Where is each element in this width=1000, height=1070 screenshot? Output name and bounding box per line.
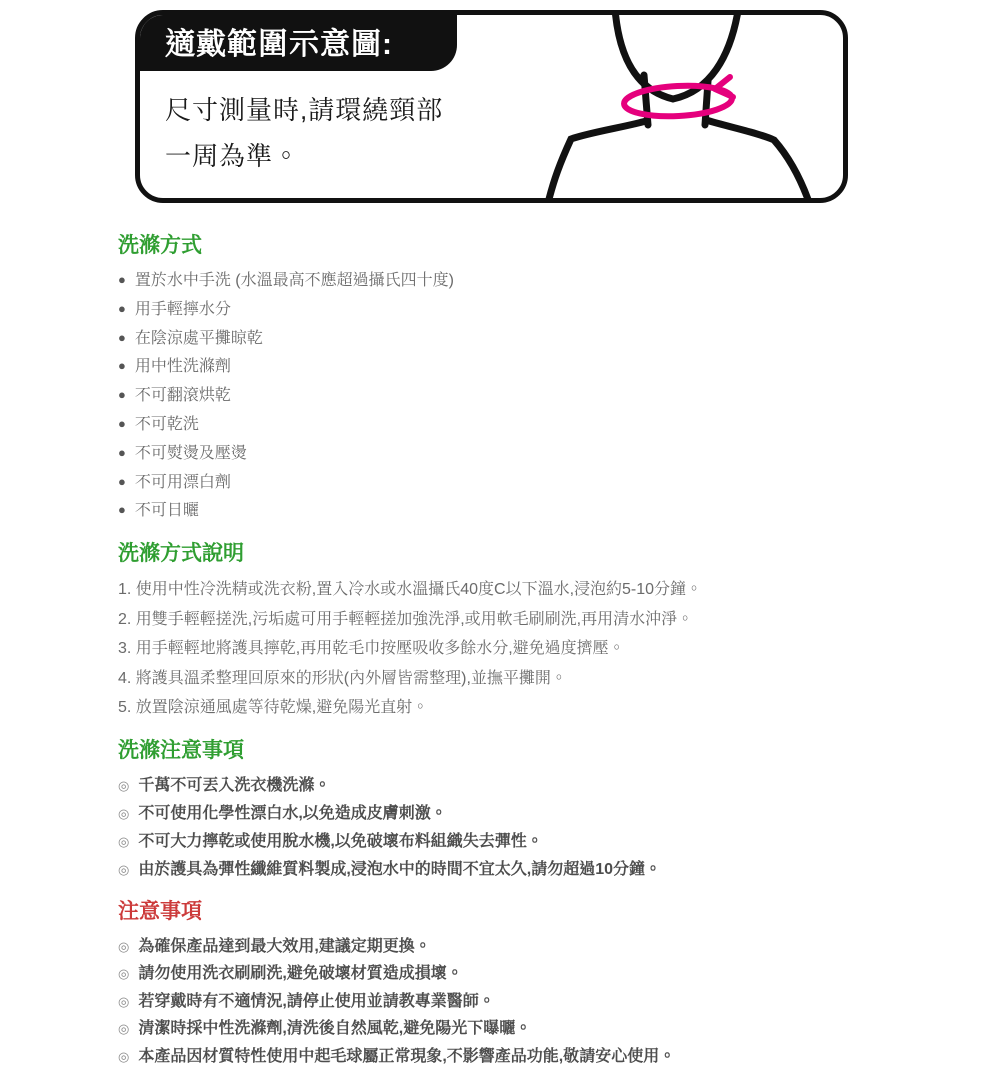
- list-item: [118, 353, 908, 382]
- neck-measure-illustration: [533, 15, 843, 198]
- dot-bullet-icon: ●: [118, 444, 126, 460]
- ring-bullet-icon: ◎: [118, 777, 130, 793]
- list-item-text: 請勿使用洗衣刷刷洗,避免破壞材質造成損壞。: [138, 965, 463, 983]
- caption-line-2: 一周為準。: [165, 141, 301, 171]
- list-item: [118, 960, 908, 988]
- list-item-text: 在陰涼處平攤晾乾: [134, 329, 263, 347]
- wash-steps-list: [118, 575, 908, 723]
- dot-bullet-icon: ●: [118, 272, 126, 287]
- shoulder-left-line: [548, 121, 646, 198]
- list-item-text: 4. 將護具溫柔整理回原來的形狀(內外層皆需整理),並撫平攤開。: [118, 669, 567, 687]
- dot-bullet-icon: ●: [118, 358, 126, 374]
- list-item: [118, 575, 908, 605]
- section-wash-steps: [118, 539, 908, 723]
- list-item-text: 本產品因材質特性使用中起毛球屬正常現象,不影響產品功能,敬請安心使用。: [138, 1047, 676, 1065]
- list-item: [118, 933, 908, 961]
- list-item-text: 為確保產品達到最大效用,建議定期更換。: [138, 937, 431, 955]
- wash-method-list: [118, 267, 908, 526]
- ring-bullet-icon: ◎: [118, 805, 130, 821]
- wash-warnings-list: [118, 772, 908, 884]
- ring-bullet-icon: ◎: [118, 1048, 130, 1064]
- general-warnings-list: [118, 933, 908, 1070]
- list-item: [118, 382, 908, 411]
- list-item: [118, 325, 908, 354]
- list-item-text: 不可用漂白劑: [134, 473, 231, 491]
- section-general-warnings: [118, 897, 908, 1070]
- list-item: [118, 296, 908, 325]
- dot-bullet-icon: ●: [118, 387, 126, 403]
- list-item-text: 2. 用雙手輕輕搓洗,污垢處可用手輕輕搓加強洗淨,或用軟毛刷刷洗,再用清水沖淨。: [118, 610, 694, 628]
- ring-bullet-icon: ◎: [118, 938, 130, 954]
- ring-bullet-icon: ◎: [118, 833, 130, 849]
- list-item: [118, 856, 908, 884]
- list-item: [118, 800, 908, 828]
- list-item-text: 3. 用手輕輕地將護具擰乾,再用乾毛巾按壓吸收多餘水分,避免過度擠壓。: [118, 640, 625, 658]
- list-item-text: 1. 使用中性冷洗精或洗衣粉,置入冷水或水溫攝氏40度C以下溫水,浸泡約5-10分鐘。: [118, 581, 703, 599]
- size-guide-title: 適戴範圍示意圖:: [135, 10, 457, 71]
- list-item: [118, 634, 908, 664]
- section-title: 洗滌方式: [118, 234, 202, 257]
- list-item-text: 5. 放置陰涼通風處等待乾燥,避免陽光直射。: [118, 699, 429, 717]
- caption-line-1: 尺寸測量時,請環繞頸部: [165, 95, 444, 125]
- list-item-text: 千萬不可丟入洗衣機洗滌。: [138, 776, 331, 794]
- section-wash-warnings: [118, 736, 908, 884]
- shoulder-right-line: [706, 120, 810, 198]
- list-item: [118, 440, 908, 469]
- dot-bullet-icon: ●: [118, 502, 126, 518]
- size-guide-box: [135, 10, 848, 203]
- list-item: [118, 411, 908, 440]
- section-title: 注意事項: [118, 899, 202, 923]
- measure-arrow-icon: [715, 77, 733, 97]
- list-item-text: 不可日曬: [134, 502, 199, 520]
- list-item-text: 不可熨燙及壓燙: [134, 444, 247, 462]
- section-title: 洗滌方式說明: [118, 542, 244, 566]
- size-guide-caption: [165, 87, 443, 179]
- list-item: [118, 605, 908, 635]
- ring-bullet-icon: ◎: [118, 966, 130, 982]
- list-item: [118, 693, 908, 723]
- dot-bullet-icon: ●: [118, 473, 126, 489]
- list-item-text: 用中性洗滌劑: [134, 358, 231, 376]
- list-item-text: 清潔時採中性洗滌劑,清洗後自然風乾,避免陽光下曝曬。: [138, 1020, 532, 1038]
- list-item: [118, 828, 908, 856]
- list-item-text: 不可使用化學性漂白水,以免造成皮膚刺激。: [138, 804, 447, 822]
- list-item: [118, 469, 908, 498]
- list-item: [118, 1015, 908, 1043]
- ring-bullet-icon: ◎: [118, 861, 130, 877]
- section-wash-method: [118, 231, 908, 526]
- dot-bullet-icon: ●: [118, 329, 126, 345]
- list-item-text: 由於護具為彈性纖維質料製成,浸泡水中的時間不宜太久,請勿超過10分鐘。: [138, 860, 662, 878]
- dot-bullet-icon: ●: [118, 300, 126, 316]
- list-item-text: 置於水中手洗 (水溫最高不應超過攝氏四十度): [134, 272, 454, 289]
- dot-bullet-icon: ●: [118, 415, 126, 431]
- list-item: [118, 772, 908, 800]
- list-item: [118, 497, 908, 526]
- list-item-text: 若穿戴時有不適情況,請停止使用並請教專業醫師。: [138, 992, 495, 1010]
- care-instructions: [118, 218, 908, 1070]
- ring-bullet-icon: ◎: [118, 1021, 130, 1037]
- list-item: [118, 988, 908, 1016]
- list-item-text: 不可大力擰乾或使用脫水機,以免破壞布料組織失去彈性。: [138, 832, 543, 850]
- list-item: [118, 267, 908, 296]
- list-item-text: 不可翻滾烘乾: [134, 387, 231, 405]
- list-item-text: 用手輕擰水分: [134, 300, 231, 318]
- section-title: 洗滌注意事項: [118, 738, 244, 762]
- list-item: [118, 664, 908, 694]
- list-item: [118, 1043, 908, 1070]
- list-item-text: 不可乾洗: [134, 415, 199, 433]
- ring-bullet-icon: ◎: [118, 993, 130, 1009]
